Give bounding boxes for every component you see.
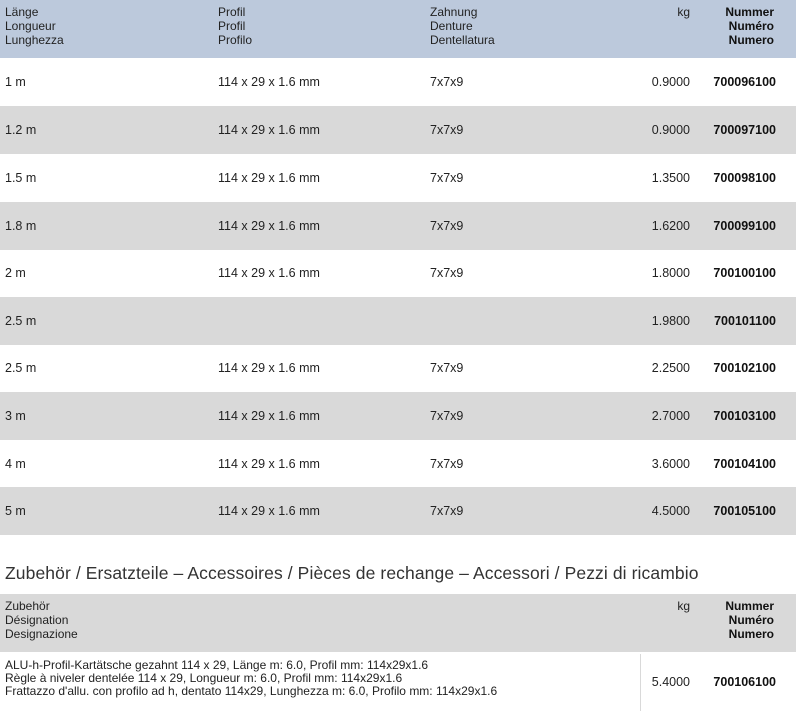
header-profile-de: Profil	[218, 5, 246, 19]
accessories-header-number-it: Numero	[728, 627, 774, 641]
cell-profile: 114 x 29 x 1.6 mm	[218, 123, 320, 137]
header-teeth	[430, 5, 495, 47]
header-length-it: Lunghezza	[5, 33, 64, 47]
accessories-header	[0, 594, 796, 652]
cell-profile: 114 x 29 x 1.6 mm	[218, 75, 320, 89]
table-row	[0, 344, 796, 392]
cell-kg: 0.9000	[651, 123, 690, 137]
cell-number: 700098100	[713, 171, 776, 185]
header-teeth-fr: Denture	[430, 19, 473, 33]
cell-teeth: 7x7x9	[430, 123, 464, 137]
cell-number: 700100100	[713, 266, 776, 280]
header-length-fr: Longueur	[5, 19, 56, 33]
cell-kg: 2.2500	[651, 361, 690, 375]
table-row	[0, 202, 796, 250]
header-designation-de: Zubehör	[5, 599, 50, 613]
accessory-description-it: Frattazzo d'allu. con profilo ad h, dentato 114x29, Lunghezza m: 6.0, Profilo mm: 114x29x1.6	[5, 684, 498, 698]
cell-teeth: 7x7x9	[430, 75, 464, 89]
header-designation-it: Designazione	[5, 627, 78, 641]
cell-teeth: 7x7x9	[430, 361, 464, 375]
cell-length: 1.2 m	[5, 123, 37, 137]
table-row	[0, 440, 796, 488]
table-row	[0, 297, 796, 345]
cell-length: 2 m	[5, 266, 26, 280]
cell-length: 1 m	[5, 75, 26, 89]
accessory-number: 700106100	[713, 675, 776, 689]
header-length-de: Länge	[5, 5, 39, 19]
header-number-it: Numero	[728, 33, 774, 47]
table-row	[0, 487, 796, 535]
cell-length: 5 m	[5, 504, 26, 518]
cell-kg: 0.9000	[651, 75, 690, 89]
table-row	[0, 106, 796, 154]
cell-teeth: 7x7x9	[430, 219, 464, 233]
header-number	[700, 5, 774, 47]
header-teeth-de: Zahnung	[430, 5, 478, 19]
cell-profile: 114 x 29 x 1.6 mm	[218, 409, 320, 423]
cell-profile: 114 x 29 x 1.6 mm	[218, 171, 320, 185]
cell-length: 1.8 m	[5, 219, 37, 233]
cell-number: 700101100	[714, 314, 776, 328]
cell-number: 700102100	[713, 361, 776, 375]
cell-kg: 1.6200	[651, 219, 690, 233]
cell-length: 2.5 m	[5, 314, 37, 328]
cell-length: 2.5 m	[5, 361, 37, 375]
cell-kg: 1.3500	[651, 171, 690, 185]
cell-profile: 114 x 29 x 1.6 mm	[218, 504, 320, 518]
cell-length: 1.5 m	[5, 171, 37, 185]
cell-kg: 4.5000	[651, 504, 690, 518]
accessories-title: Zubehör / Ersatzteile – Accessoires / Pièces de rechange – Accessori / Pezzi di ricambio	[5, 563, 699, 583]
cell-number: 700099100	[713, 219, 776, 233]
header-number-de: Nummer	[725, 5, 774, 19]
cell-profile: 114 x 29 x 1.6 mm	[218, 457, 320, 471]
accessory-description	[5, 659, 497, 698]
cell-kg: 3.6000	[651, 457, 690, 471]
table-row	[0, 249, 796, 297]
cell-teeth: 7x7x9	[430, 409, 464, 423]
accessory-kg: 5.4000	[651, 675, 690, 689]
accessories-header-kg-label: kg	[677, 599, 690, 613]
cell-length: 4 m	[5, 457, 26, 471]
accessories-header-number-fr: Numéro	[728, 613, 774, 627]
header-length	[5, 5, 64, 47]
accessories-header-number	[700, 599, 774, 641]
accessories-header-kg	[560, 599, 690, 613]
header-designation	[5, 599, 78, 641]
header-kg	[560, 5, 690, 19]
cell-teeth: 7x7x9	[430, 266, 464, 280]
header-designation-fr: Désignation	[5, 613, 69, 627]
cell-length: 3 m	[5, 409, 26, 423]
header-profile-fr: Profil	[218, 19, 246, 33]
table-row	[0, 154, 796, 202]
header-teeth-it: Dentellatura	[430, 33, 495, 47]
cell-kg: 1.9800	[651, 314, 690, 328]
header-profile-it: Profilo	[218, 33, 253, 47]
cell-profile: 114 x 29 x 1.6 mm	[218, 266, 320, 280]
table-row	[0, 58, 796, 106]
cell-number: 700104100	[713, 457, 776, 471]
cell-number: 700105100	[713, 504, 776, 518]
accessories-header-number-de: Nummer	[725, 599, 774, 613]
cell-kg: 2.7000	[651, 409, 690, 423]
cell-teeth: 7x7x9	[430, 504, 464, 518]
cell-profile: 114 x 29 x 1.6 mm	[218, 219, 320, 233]
header-profile	[218, 5, 252, 47]
accessory-description-de: ALU-h-Profil-Kartätsche gezahnt 114 x 29, Länge m: 6.0, Profil mm: 114x29x1.6	[5, 658, 429, 672]
cell-kg: 1.8000	[651, 266, 690, 280]
accessory-row	[0, 654, 796, 711]
cell-number: 700103100	[713, 409, 776, 423]
table-header	[0, 0, 796, 58]
cell-teeth: 7x7x9	[430, 171, 464, 185]
cell-number: 700096100	[713, 75, 776, 89]
header-number-fr: Numéro	[728, 19, 774, 33]
accessory-description-fr: Règle à niveler dentelée 114 x 29, Longueur m: 6.0, Profil mm: 114x29x1.6	[5, 671, 403, 685]
header-kg-label: kg	[677, 5, 690, 19]
table-row	[0, 392, 796, 440]
cell-profile: 114 x 29 x 1.6 mm	[218, 361, 320, 375]
cell-teeth: 7x7x9	[430, 457, 464, 471]
cell-number: 700097100	[713, 123, 776, 137]
